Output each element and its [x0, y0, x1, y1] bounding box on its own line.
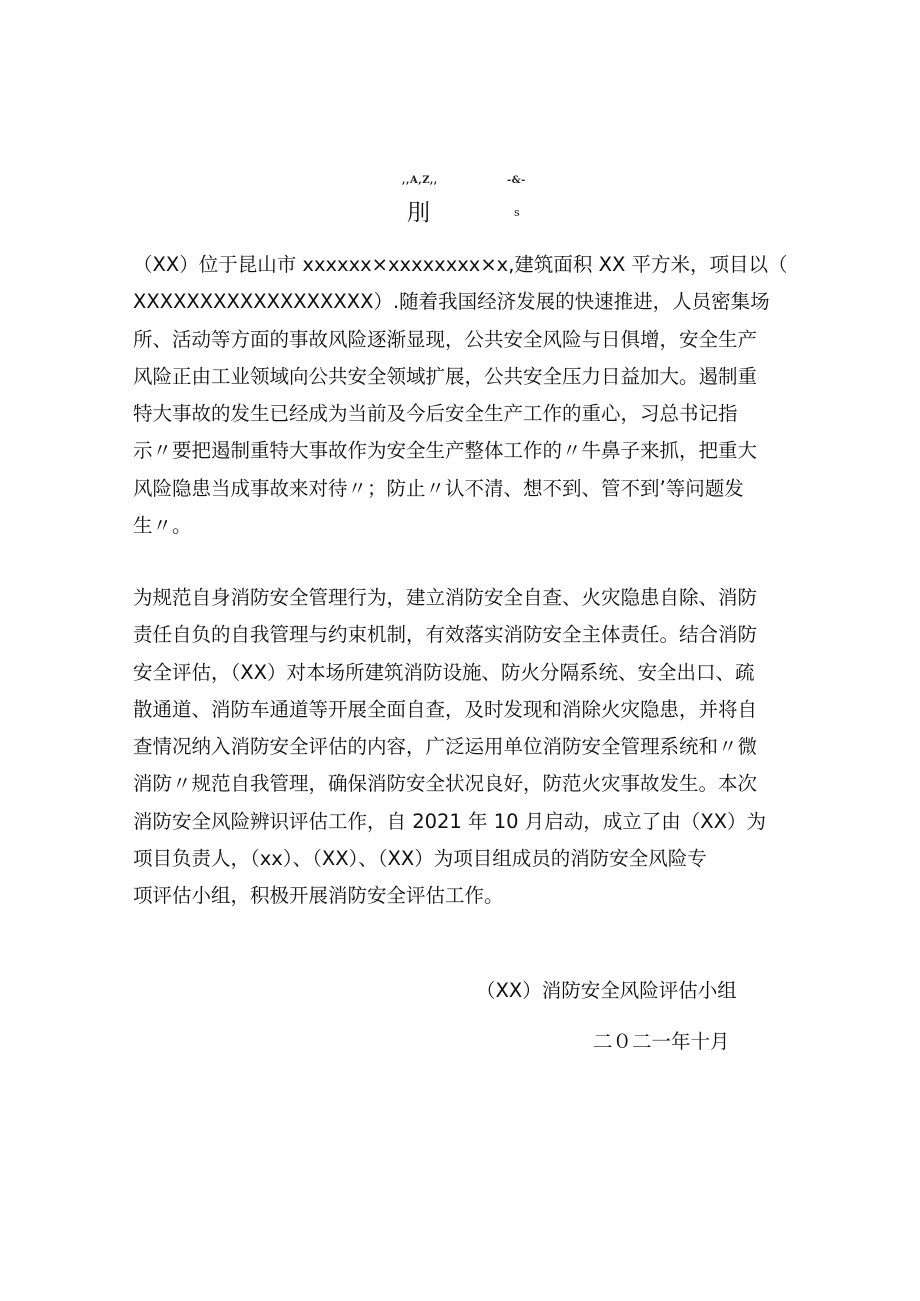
text-line: 特大事故的发生已经成为当前及今后安全生产工作的重心，习总书记指: [133, 402, 738, 426]
text-line: XXXXXXXXXXXXXXXXXX）.随着我国经济发展的快速推进，人员密集场: [133, 290, 770, 314]
heading-mark-s: s: [514, 206, 521, 219]
heading-marks-right: -&-: [507, 175, 526, 186]
signature-date: 二０二一年十月: [593, 1030, 730, 1053]
text-line: 风险隐患当成事故来对待〃；防止〃认不清、想不到、管不到’等问题发: [133, 476, 744, 500]
text-line: 安全评估，（XX）对本场所建筑消防设施、防火分隔系统、安全出口、疏: [133, 660, 755, 684]
paragraph-purpose: [133, 579, 793, 915]
text-line: 散通道、消防车通道等开展全面自查，及时发现和消除火灾隐患，并将自: [133, 697, 758, 721]
text-line: 项评估小组，积极开展消防安全评估工作。: [133, 884, 504, 908]
text-line: 生〃。: [133, 514, 192, 538]
text-line: 风险正由工业领域向公共安全领域扩展，公共安全压力日益加大。遏制重: [133, 364, 758, 388]
text-line: 项目负责人，（xx）、（XX）、（XX）为项目组成员的消防安全风险专: [133, 847, 707, 871]
signature-organization: （XX）消防安全风险评估小组: [476, 979, 737, 1002]
text-line: 消防〃规范自我管理，确保消防安全状况良好，防范火灾事故发生。本次: [133, 772, 758, 796]
page-title: 刖: [407, 200, 430, 226]
paragraph-intro: [133, 246, 793, 544]
text-line: （XX）位于昆山市 xxxxxx×xxxxxxxx×x,建筑面积 XX 平方米，项目以（: [133, 253, 788, 276]
text-line: 所、活动等方面的事故风险逐渐显现，公共安全风险与日俱增，安全生产: [133, 327, 758, 351]
text-line: 责任自负的自我管理与约束机制，有效落实消防安全主体责任。结合消防: [133, 623, 758, 647]
text-line: 为规范自身消防安全管理行为，建立消防安全自查、火灾隐患自除、消防: [133, 586, 758, 609]
heading-marks-left: ,,A,Z,,: [402, 175, 438, 186]
text-line: 示〃要把遏制重特大事故作为安全生产整体工作的〃牛鼻子来抓，把重大: [133, 439, 758, 463]
text-line: 查情况纳入消防安全评估的内容，广泛运用单位消防安全管理系统和〃微: [133, 735, 758, 759]
text-line: 消防安全风险辨识评估工作，自 2021 年 10 月启动，成立了由（XX）为: [133, 809, 766, 833]
